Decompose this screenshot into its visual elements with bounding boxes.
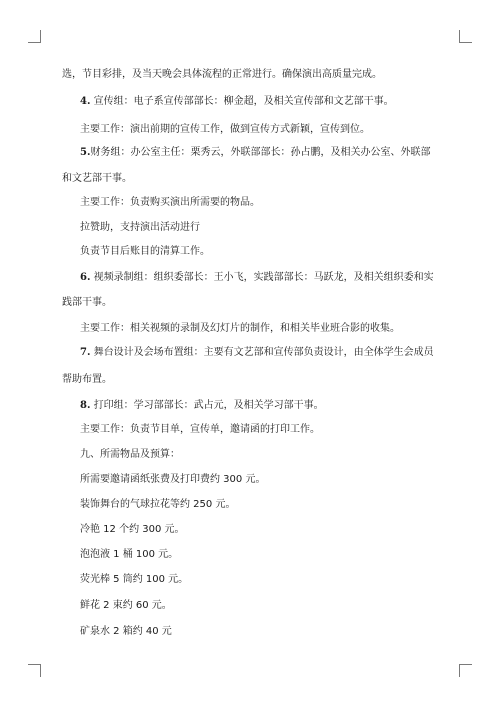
line-text: 主要工作：演出前期的宣传工作，做到宣传方式新颖，宣传到位。 [80,124,370,135]
line-text: 矿泉水 2 箱约 40 元 [80,626,172,637]
item-number: 4. [80,96,91,107]
text-line [62,296,500,310]
line-text: 践部干事。 [62,297,112,308]
line-text: 鲜花 2 束约 60 元。 [80,600,172,611]
numbered-line [80,399,500,413]
budget-item [80,473,500,487]
text-line [80,322,500,336]
line-text: 舞台设计及会场布置组：主要有文艺部和宣传部负责设计，由全体学生会成员 [93,347,434,358]
line-text: 所需要邀请函纸张费及打印费约 300 元。 [80,474,266,485]
numbered-line [80,95,500,109]
line-text: 拉赞助，支持演出活动进行 [80,222,200,233]
item-number: 7. [80,347,91,358]
text-line [62,373,500,387]
numbered-line [80,146,500,160]
section-heading [80,448,500,462]
line-text: 主要工作：负责购买演出所需要的物品。 [80,197,260,208]
line-text: 负责节目后账目的清算工作。 [80,246,210,257]
crop-mark-top-left [28,30,41,43]
line-text: 主要工作：负责节目单，宣传单，邀请函的打印工作。 [80,424,320,435]
line-text: 打印组：学习部部长：武占元，及相关学习部干事。 [93,400,324,411]
budget-item [80,548,500,562]
item-number: 5. [80,147,91,158]
text-line [80,196,500,210]
line-text: 九、所需物品及预算： [80,449,180,460]
budget-item [80,573,500,587]
budget-item [80,523,500,537]
line-text: 装饰舞台的气球拉花等约 250 元。 [80,499,236,510]
budget-item [80,599,500,613]
line-text: 和文艺部干事。 [62,173,132,184]
line-text: 宣传组：电子系宣传部部长：柳金超，及相关宣传部和文艺部干事。 [93,96,394,107]
text-line [80,245,500,259]
line-text: 选，节目彩排，及当天晚会具体流程的正常进行。确保演出高质量完成。 [62,69,382,80]
line-text: 财务组：办公室主任：栗秀云，外联部部长：孙占鹏，及相关办公室、外联部 [90,147,431,158]
budget-item [80,625,500,639]
item-number: 6. [80,272,91,283]
numbered-line [80,346,500,360]
line-text: 主要工作：相关视频的录制及幻灯片的制作，和相关毕业班合影的收集。 [80,323,400,334]
numbered-line [80,271,500,285]
text-line [80,423,500,437]
line-text: 视频录制组：组织委部长：王小飞，实践部部长：马跃龙，及相关组织委和实 [93,272,434,283]
text-line [80,123,500,137]
line-text: 帮助布置。 [62,374,112,385]
crop-mark-top-right [459,30,472,43]
crop-mark-bottom-right [459,664,472,677]
crop-mark-bottom-left [28,664,41,677]
text-line [62,172,500,186]
text-line [62,68,500,82]
line-text: 冷艳 12 个约 300 元。 [80,524,185,535]
line-text: 荧光棒 5 筒约 100 元。 [80,574,189,585]
line-text: 泡泡液 1 桶 100 元。 [80,549,179,560]
text-line [80,221,500,235]
item-number: 8. [80,400,91,411]
budget-item [80,498,500,512]
